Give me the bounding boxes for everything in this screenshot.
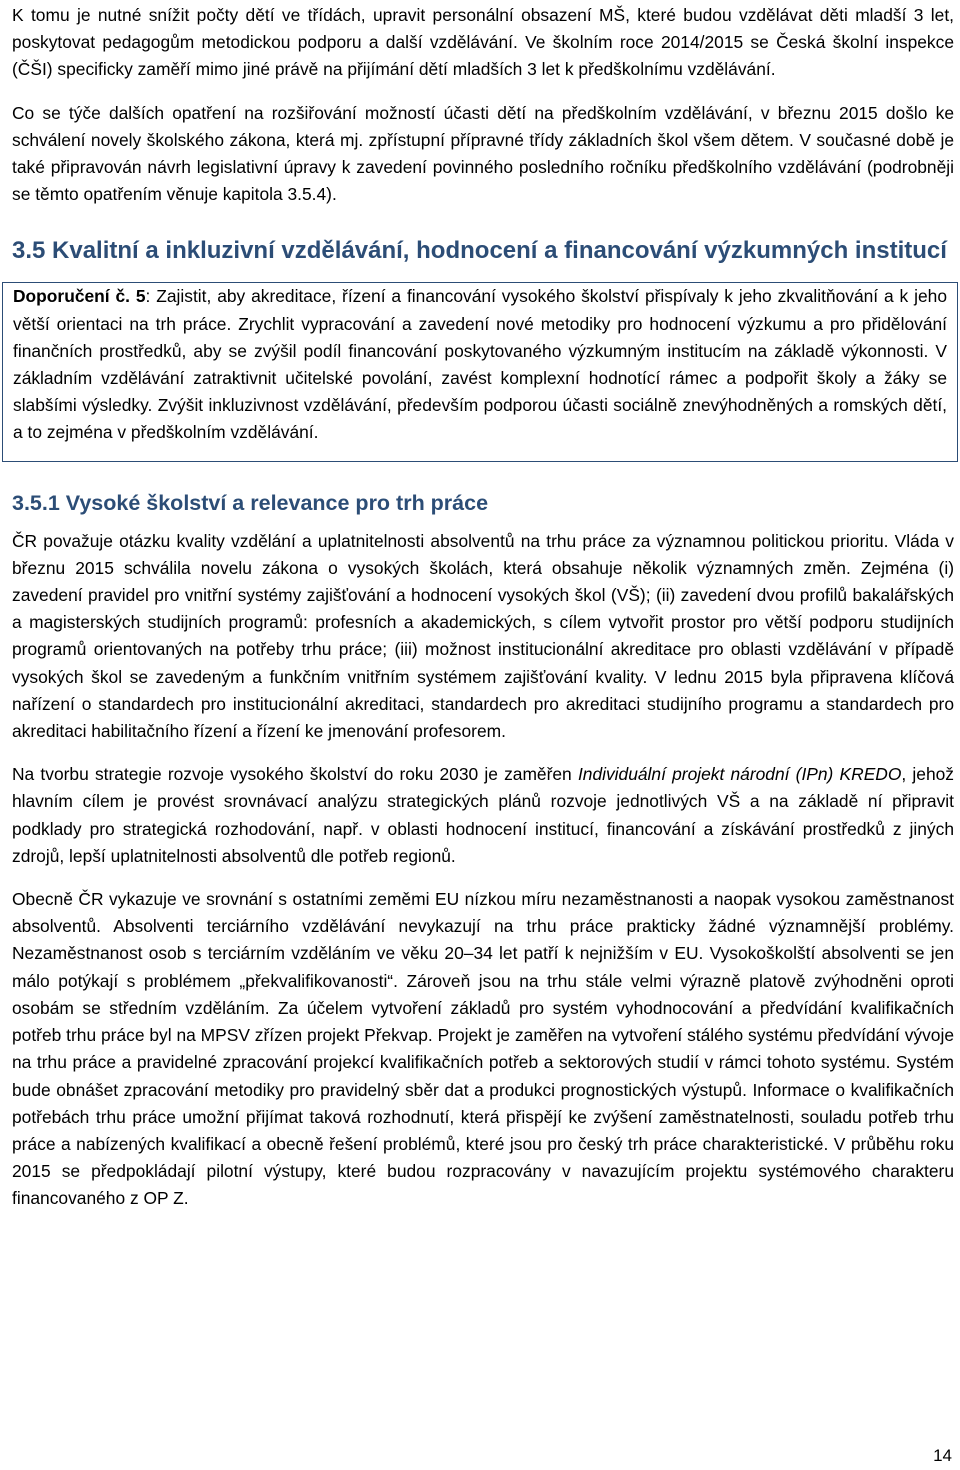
recommendation-box bbox=[2, 282, 958, 461]
project-name: Individuální projekt národní (IPn) KREDO bbox=[577, 764, 902, 785]
paragraph-intro-1: K tomu je nutné snížit počty dětí ve třídách, upravit personální obsazení MŠ, které budou vzdělávat děti mladší 3 let, poskytovat pedagogům metodickou podporu a další vzdělávání. Ve školním roce 2014/2015 se Česká školní inspekce (ČŠI) specificky zaměří mimo jiné právě na přijímání dětí mladších 3 let k předškolnímu vzdělávání. bbox=[12, 5, 954, 80]
section-heading: 3.5 Kvalitní a inkluzivní vzdělávání, hodnocení a financování výzkumných institucí bbox=[12, 237, 947, 265]
recommendation-text: : Zajistit, aby akreditace, řízení a financování vysokého školství přispívaly k jeho zkvalitňování a k jeho větší orientaci na trh práce. Zrychlit vypracování a zavedení nové metodiky pro hodnocení výzkumu a pro přidělování finančních prostředků, aby se zvýšil podíl financování poskytovaného výzkumným institucím na základě výkonnosti. V základním vzdělávání zatraktivnit učitelské povolání, zavést komplexní hodnotící rámec a podpořit školy a žáky se slabšími výsledky. Zvýšit inkluzivnost vzdělávání, především podporou účasti sociálně znevýhodněných a romských dětí, a to zejména v předškolním vzdělávání. bbox=[13, 286, 947, 443]
paragraph-2-text-before: Na tvorbu strategie rozvoje vysokého školství do roku 2030 je zaměřen bbox=[12, 764, 578, 785]
recommendation-label: Doporučení č. 5 bbox=[13, 286, 146, 307]
paragraph-subsection-1: ČR považuje otázku kvality vzdělání a uplatnitelnosti absolventů na trhu práce za významnou politickou prioritu. Vláda v březnu 2015 schválila novelu zákona o vysokých školách, která obsahuje několik významných změn. Zejména (i) zavedení pravidel pro vnitřní systémy zajišťování a hodnocení vysokých škol (VŠ); (ii) zavedení dvou profilů bakalářských a magisterských studijních programů: profesních a akademických, s cílem vytvořit prostor pro větší podporu studijních programů orientovaných na potřeby trhu práce; (iii) možnost institucionální akreditace pro oblasti vzdělávání v případě vysokých škol se zavedeným a funkčním vnitřním systémem zajišťování kvality. V lednu 2015 byla připravena klíčová nařízení o standardech pro institucionální akreditaci, standardech pro akreditaci studijního programu a standardech pro akreditaci habilitačního řízení a řízení ke jmenování profesorem. bbox=[12, 530, 954, 742]
paragraph-subsection-2 bbox=[12, 761, 954, 870]
recommendation-paragraph bbox=[13, 283, 947, 446]
paragraph-2-text-after: , jehož hlavním cílem je provést srovnávací analýzu strategických plánů rozvoje jednotlivých VŠ a na základě ní připravit podklady pro strategická rozhodování, např. v oblasti hodnocení institucí, financování a získávání prostředků z jiných zdrojů, lepší uplatnitelnosti absolventů dle potřeb regionů. bbox=[12, 764, 954, 866]
paragraph-intro-2: Co se týče dalších opatření na rozšiřování možností účasti dětí na předškolním vzdělávání, v březnu 2015 došlo ke schválení novely školského zákona, která mj. zpřístupní přípravné třídy základních škol všem dětem. V současné době je také připravován návrh legislativní úpravy k zavedení povinného posledního ročníku předškolního vzdělávání (podrobněji se těmto opatřením věnuje kapitola 3.5.4). bbox=[12, 102, 954, 205]
paragraph-subsection-3: Obecně ČR vykazuje ve srovnání s ostatními zeměmi EU nízkou míru nezaměstnanosti a naopak vysokou zaměstnanost absolventů. Absolventi terciárního vzdělávání nevykazují na trhu práce prakticky žádné významnější problémy. Nezaměstnanost osob s terciárním vzděláním ve věku 20–34 let patří k nejnižším v EU. Vysokoškolští absolventi se jen málo potýkají s problémem „překvalifikovanosti“. Zároveň jsou na trhu stále velmi výrazně platově zvýhodněni oproti osobám se středním vzděláním. Za účelem vytvoření základů pro systém vyhodnocování a předvídání kvalifikačních potřeb trhu práce byl na MPSV zřízen projekt Překvap. Projekt je zaměřen na vytvoření stálého systému předvídání vývoje na trhu práce a pravidelné zpracování projekcí kvalifikačních potřeb a sektorových studií v rámci tohoto systému. Systém bude obnášet zpracování metodiky pro pravidelný sběr dat a produkci prognostických výstupů. Informace o kvalifikačních potřebách trhu práce umožní přijímat taková rozhodnutí, která přispějí ke zvýšení zaměstnatelnosti, souladu potřeb trhu práce a nabízených kvalifikací a obecně řešení problémů, které jsou pro český trh práce charakteristické. V průběhu roku 2015 se předpokládají pilotní výstupy, které budou rozpracovány v navazujícím projektu systémového charakteru financovaného z OP Z. bbox=[12, 889, 954, 1209]
subsection-heading: 3.5.1 Vysoké školství a relevance pro trh práce bbox=[12, 490, 489, 515]
page-number: 14 bbox=[933, 1446, 952, 1465]
document-page bbox=[12, 2, 954, 1213]
